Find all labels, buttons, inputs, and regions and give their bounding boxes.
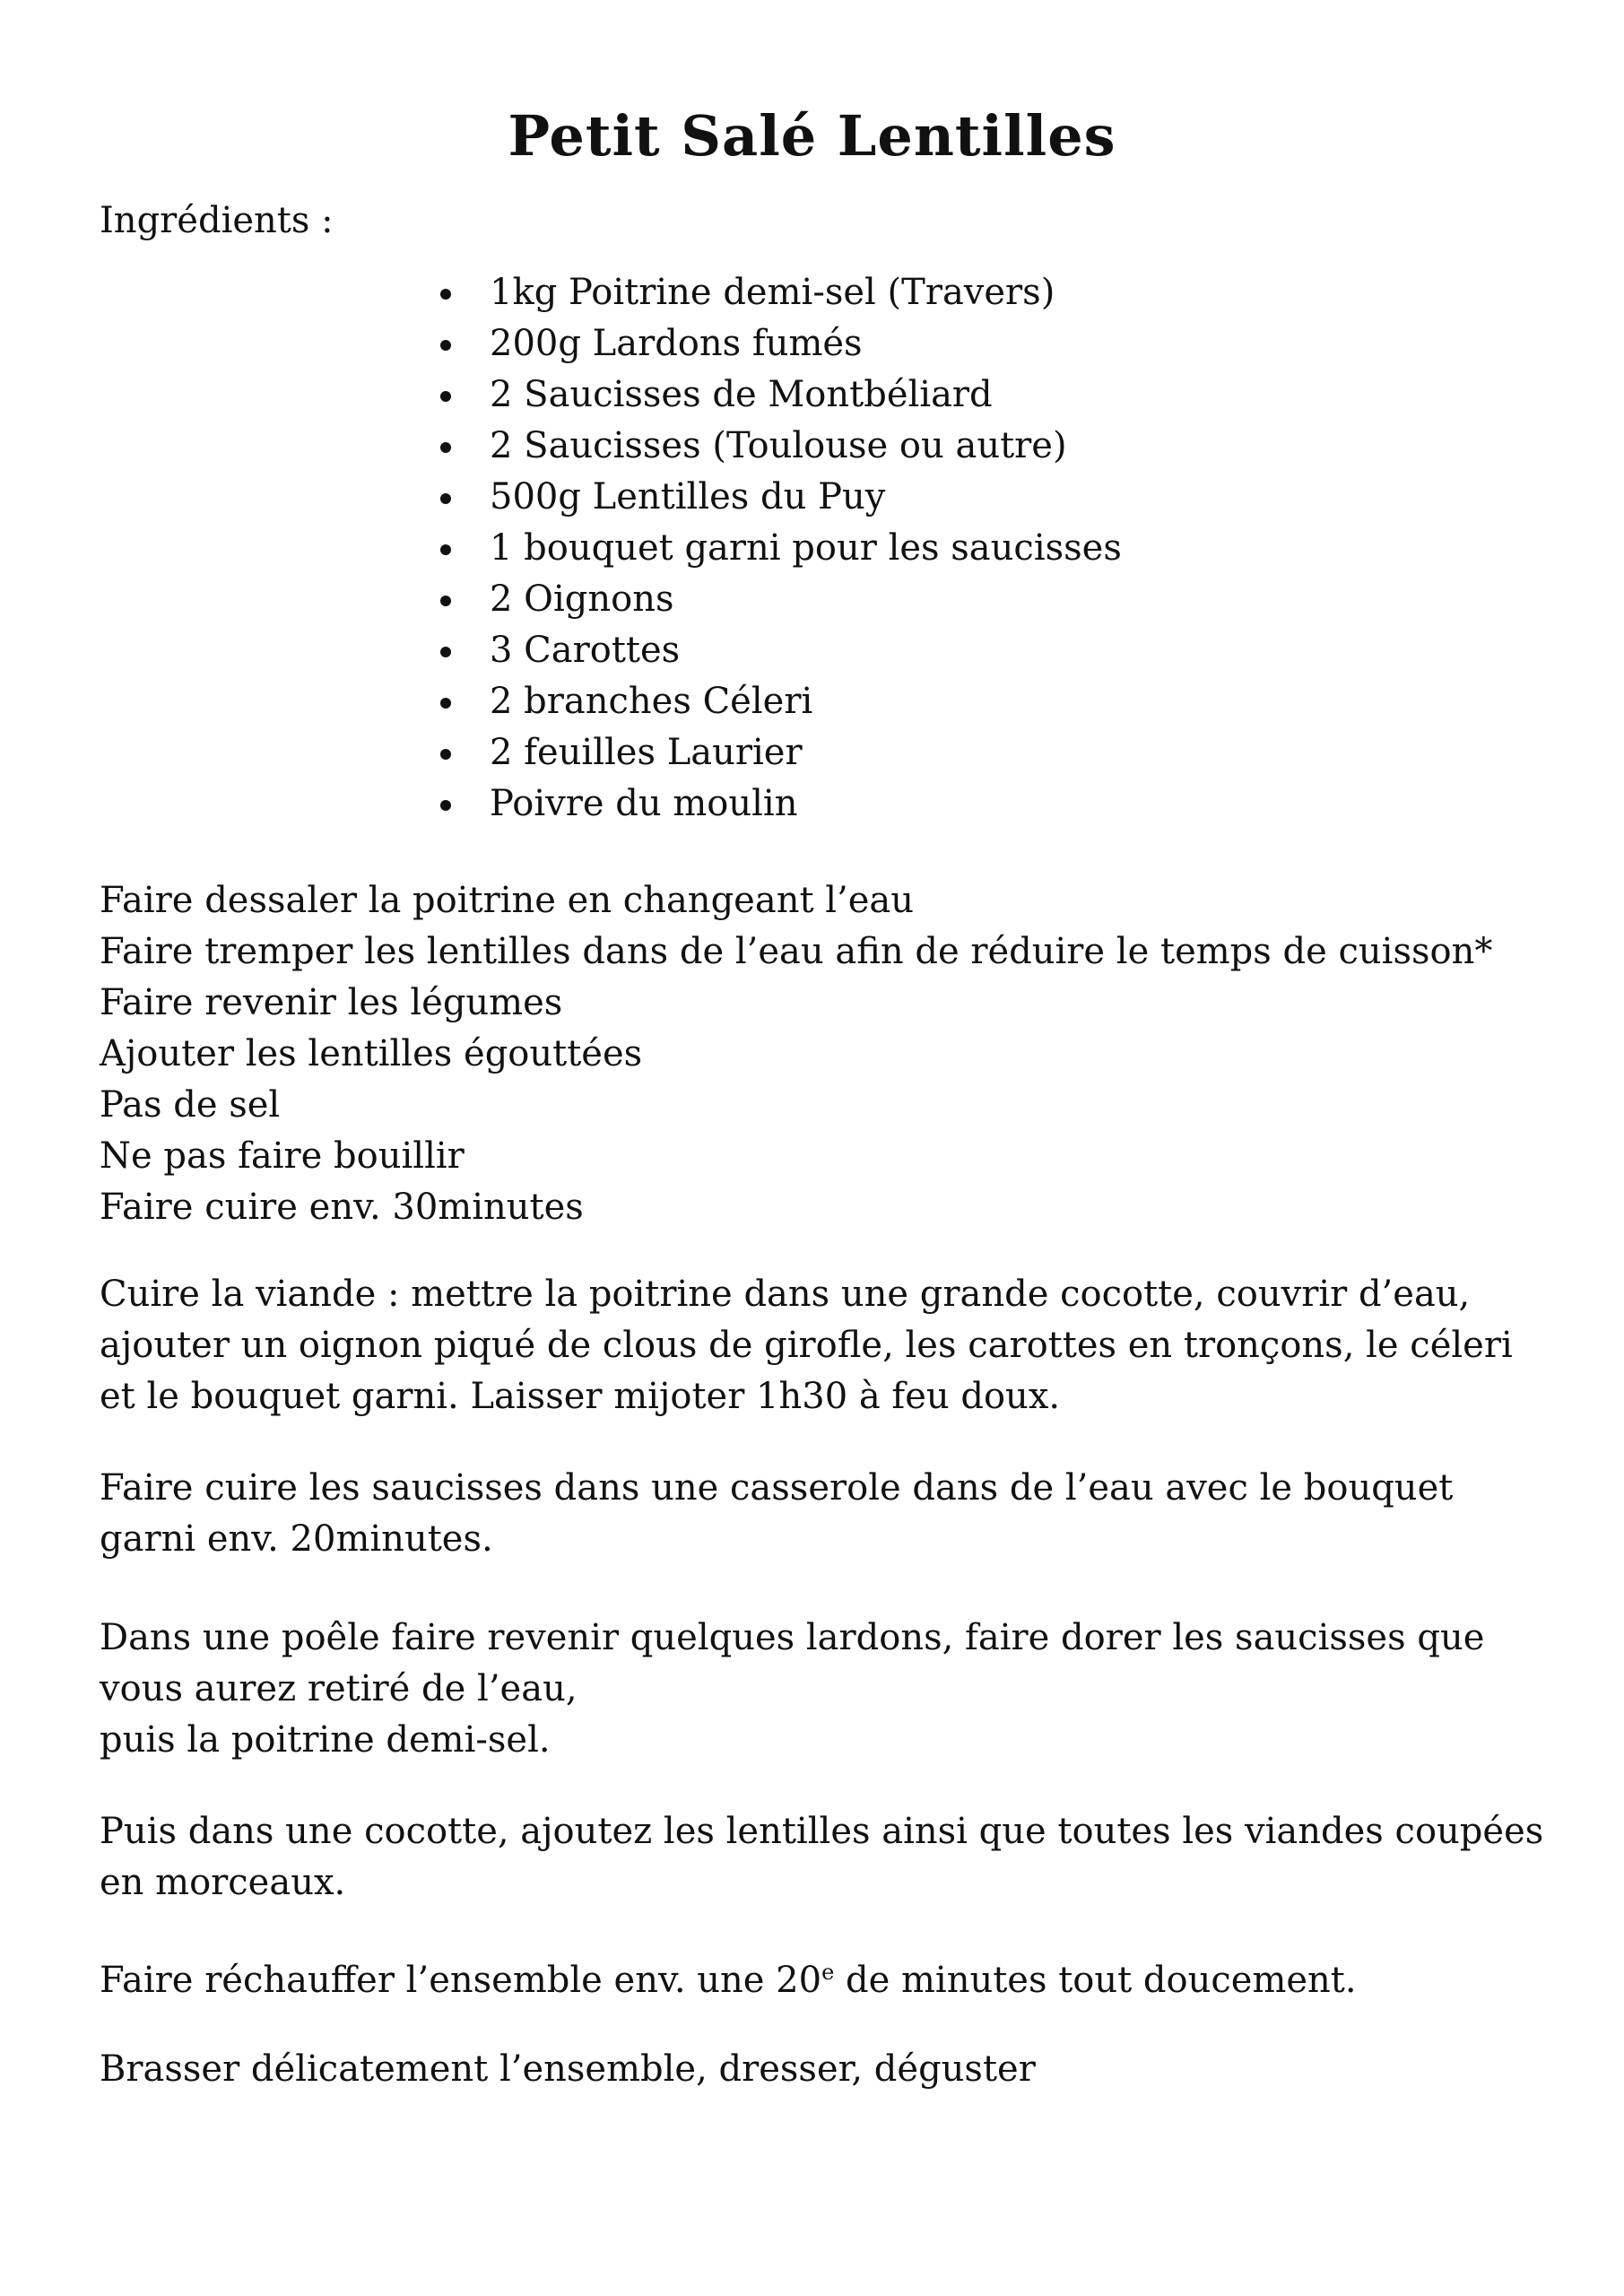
ingredient-item: 500g Lentilles du Puy: [437, 472, 1122, 523]
ingredient-item: Poivre du moulin: [437, 778, 1122, 830]
step-line: Faire tremper les lentilles dans de l’eau afin de réduire le temps de cuisson*: [100, 931, 1493, 972]
pan-paragraph: [100, 1613, 1552, 1766]
serve-text: Brasser délicatement l’ensemble, dresser, déguster: [100, 2048, 1036, 2090]
serve-paragraph: [100, 2044, 1552, 2095]
lentil-steps: [100, 875, 1492, 1233]
pan-text-line1: Dans une poêle faire revenir quelques lardons, faire dorer les saucisses que vous aurez retiré de l’eau,: [100, 1617, 1485, 1709]
step-line: Ajouter les lentilles égouttées: [100, 1033, 643, 1074]
reheat-superscript: e: [821, 1960, 835, 1985]
step-line: Ne pas faire bouillir: [100, 1135, 465, 1177]
meat-text: Cuire la viande : mettre la poitrine dans une grande cocotte, couvrir d’eau, ajouter un oignon piqué de clous de girofle, les carottes en tronçons, le céleri et le bouquet garni. Laisser mijoter 1h30 à feu doux.: [100, 1274, 1513, 1417]
ingredient-item: 1 bouquet garni pour les saucisses: [437, 523, 1122, 574]
assemble-text: Puis dans une cocotte, ajoutez les lentilles ainsi que toutes les viandes coupées en morceaux.: [100, 1811, 1544, 1903]
step-line: Faire dessaler la poitrine en changeant l’eau: [100, 880, 915, 921]
ingredient-item: 2 feuilles Laurier: [437, 727, 1122, 778]
step-line: Faire cuire env. 30minutes: [100, 1187, 584, 1228]
pan-text-line2: puis la poitrine demi-sel.: [100, 1719, 551, 1761]
step-line: Faire revenir les légumes: [100, 982, 563, 1023]
reheat-paragraph: [100, 1955, 1552, 2006]
sausages-text: Faire cuire les saucisses dans une casserole dans de l’eau avec le bouquet garni env. 20minutes.: [100, 1467, 1454, 1560]
assemble-paragraph: [100, 1806, 1552, 1909]
ingredient-item: 2 branches Céleri: [437, 676, 1122, 727]
ingredient-item: 2 Oignons: [437, 574, 1122, 625]
ingredients-list: [437, 267, 1122, 830]
ingredient-item: 3 Carottes: [437, 625, 1122, 676]
ingredient-item: 2 Saucisses de Montbéliard: [437, 370, 1122, 421]
ingredient-item: 2 Saucisses (Toulouse ou autre): [437, 421, 1122, 472]
ingredient-item: 1kg Poitrine demi-sel (Travers): [437, 267, 1122, 318]
reheat-text: [100, 1955, 1552, 2006]
ingredients-label: Ingrédients :: [100, 200, 334, 241]
sausages-paragraph: [100, 1463, 1552, 1565]
reheat-text-before: Faire réchauffer l’ensemble env. une 20: [100, 1960, 822, 2001]
step-line: Pas de sel: [100, 1084, 281, 1126]
page-title: Petit Salé Lentilles: [508, 103, 1116, 169]
meat-paragraph: [100, 1269, 1552, 1422]
ingredient-item: 200g Lardons fumés: [437, 318, 1122, 370]
reheat-text-after: de minutes tout doucement.: [834, 1960, 1357, 2001]
